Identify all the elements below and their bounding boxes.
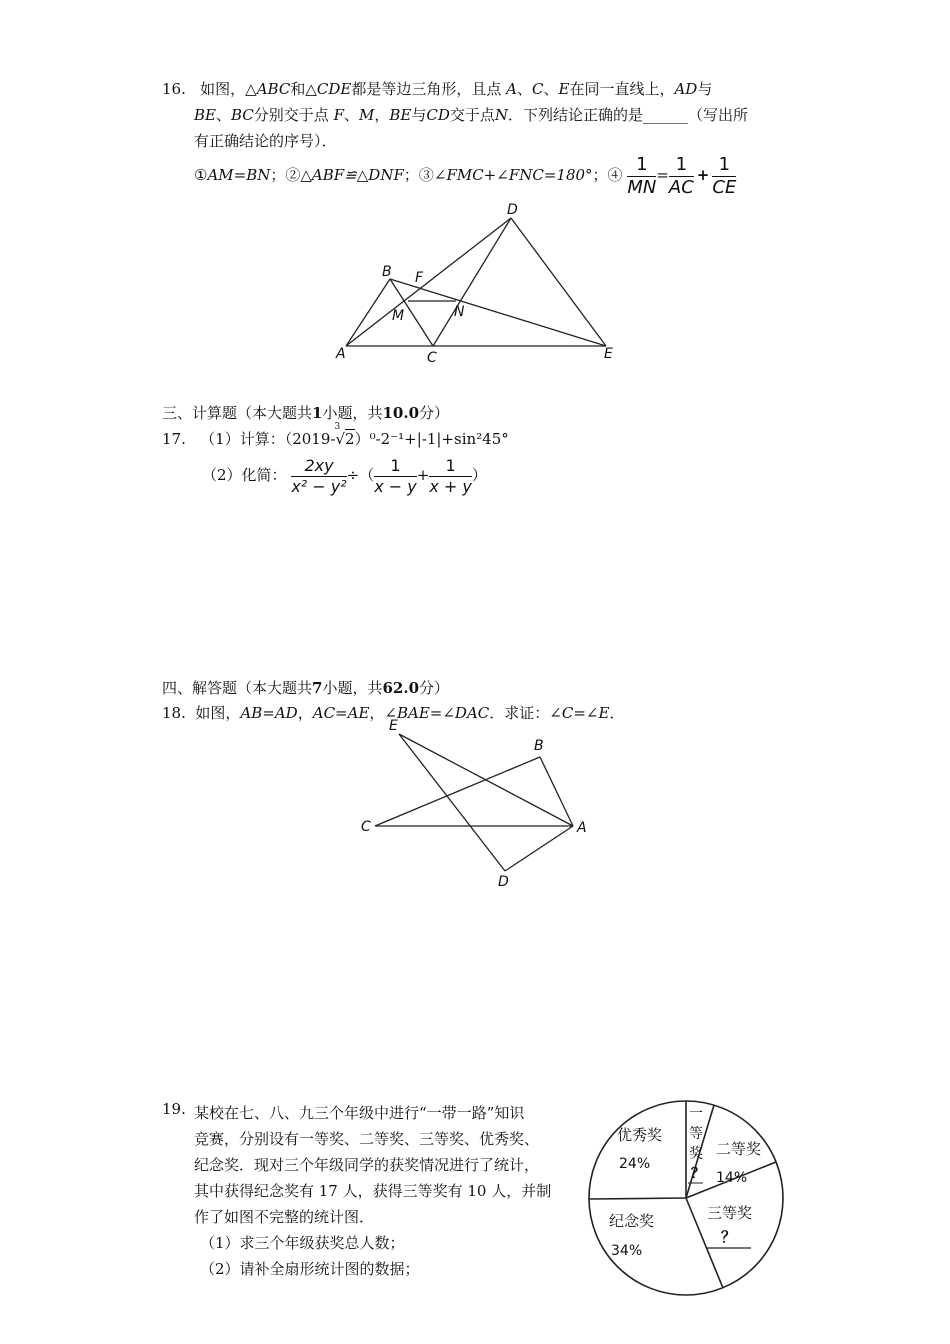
q19-number: 19. (162, 1100, 186, 1118)
slice-label-third: 三等奖 (707, 1204, 753, 1222)
frac-denominator: CE (712, 176, 737, 198)
q19-sub1: （1）求三个年级获奖总人数； (200, 1234, 405, 1252)
q19-line: 竞赛，分别设有一等奖、二等奖、三等奖、优秀奖、 (194, 1130, 540, 1148)
q19-line: 纪念奖．现对三个年级同学的获奖情况进行了统计， (194, 1156, 540, 1174)
slice-value-excellent: 24% (619, 1156, 651, 1172)
frac-denominator: AC (668, 176, 694, 198)
q16-text: 和△ (290, 80, 317, 98)
q16-be: BE (194, 106, 216, 124)
q18-text-part: ，∠ (369, 704, 397, 722)
q16-text: ， (374, 106, 390, 124)
label-c: C (427, 350, 437, 366)
q17-part1-label: （1）计算：（2019- (200, 430, 336, 448)
pie-chart (585, 1098, 790, 1298)
segment-be (390, 279, 606, 346)
q16-frac-ac (669, 154, 694, 199)
segment-ed (399, 734, 505, 871)
q17-div: ÷（ (346, 466, 375, 484)
label-m: M (392, 308, 405, 324)
q18-condition-1: AB=AD (240, 704, 298, 722)
q16-number: 16. (162, 80, 186, 98)
q19-sub2: （2）请补全扇形统计图的数据； (200, 1260, 420, 1278)
label-b: B (382, 264, 392, 280)
label-a: A (336, 346, 346, 362)
q16-line3: 有正确结论的序号）． (194, 132, 337, 150)
q16-text: 与 (411, 106, 427, 124)
section4-title-text: 四、解答题（本大题共 (162, 679, 313, 697)
q17-part1 (162, 422, 509, 449)
q19-body (194, 1100, 551, 1282)
q16-point-c: C (532, 80, 544, 98)
q16-options (194, 152, 736, 198)
frac-denominator: x² − y² (291, 476, 347, 496)
q16-sep: 、 (516, 80, 532, 98)
q17-number: 17. (162, 430, 186, 448)
segment-ea (399, 734, 573, 826)
frac-numerator: 1 (712, 154, 736, 177)
q19-line: 某校在七、八、九三个年级中进行“一带一路”知识 (194, 1104, 525, 1122)
slice-label-excellent: 优秀奖 (617, 1126, 663, 1144)
q18-text-part: ．求证：∠ (489, 704, 562, 722)
q16-figure (330, 196, 630, 368)
q16-text: 、 (344, 106, 360, 124)
q18-number: 18. (162, 704, 186, 722)
q16-cd: CD (426, 106, 450, 124)
q16-point-e: E (558, 80, 570, 98)
section4-title-text: 小题，共 (322, 679, 383, 697)
q16-opt1: AM=BN (207, 166, 271, 184)
q17-frac-main (291, 456, 346, 497)
slice-label-second: 二等奖 (716, 1140, 762, 1158)
q19-line: 作了如图不完整的统计图． (194, 1208, 375, 1226)
frac-numerator: 1 (374, 456, 417, 477)
q18-condition-2: AC=AE (312, 704, 370, 722)
q16-text: ；②△ (270, 166, 312, 184)
q16-ad: AD (674, 80, 698, 98)
q16-point-f: F (333, 106, 344, 124)
q18-text-part: ． (609, 704, 625, 722)
q17-plus: + (416, 466, 430, 484)
root-body: 2 (345, 430, 355, 448)
slice-value-memorial: 34% (611, 1243, 643, 1259)
segment-ad (346, 218, 511, 346)
q16-point-n: N (494, 106, 509, 124)
frac-numerator: 1 (429, 456, 472, 477)
slice-value-third: ？ (721, 1228, 737, 1246)
label-b: B (534, 738, 544, 754)
section4-title (162, 677, 449, 698)
q16-text: 、 (215, 106, 231, 124)
segment-ab (346, 279, 390, 346)
label-a: A (577, 820, 587, 836)
pie-divider-memorial-excellent (589, 1198, 686, 1199)
label-e: E (389, 718, 398, 734)
section4-score: 62.0 (382, 679, 420, 697)
segment-ba (540, 757, 573, 826)
segment-cd (433, 218, 511, 346)
label-d: D (507, 202, 518, 218)
q18-goal: C=∠E (561, 704, 610, 722)
slice-label-memorial: 纪念奖 (609, 1212, 655, 1230)
q16-opt2: ABF≌△DNF (311, 166, 404, 184)
q17-cube-root: 3 √2 (334, 422, 355, 448)
label-n: N (454, 304, 465, 320)
section4-title-text: 分） (419, 679, 450, 697)
q18-text-part: ， (297, 704, 313, 722)
q16-line2 (194, 104, 748, 125)
label-c: C (361, 819, 371, 835)
q18-text-part: 如图， (195, 704, 241, 722)
q16-text: 如图，△ (200, 80, 257, 98)
slice-value-first: ？ (691, 1166, 705, 1182)
q16-plus: + (696, 166, 710, 184)
section3-title-text: 三、计算题（本大题共 (162, 404, 313, 422)
q16-sep: 、 (543, 80, 559, 98)
frac-denominator: x − y (374, 476, 417, 496)
slice-label-first-3: 奖 (689, 1146, 703, 1162)
q16-opt1-mark: ① (194, 166, 208, 184)
q17-part2 (202, 452, 487, 498)
section4-count: 7 (312, 679, 323, 697)
q18-condition-3: BAE=∠DAC (396, 704, 490, 722)
root-index: 3 (334, 422, 341, 432)
q16-text: 分别交于点 (253, 106, 329, 124)
q16-be: BE (389, 106, 412, 124)
segment-cb (375, 757, 540, 826)
q17-part2-label: （2）化简： (202, 466, 287, 484)
section3-title-text: 小题，共 (322, 404, 383, 422)
q16-cde: CDE (316, 80, 352, 98)
label-f: F (415, 270, 424, 286)
q16-point-a: A (506, 80, 517, 98)
q16-text: ；③∠ (403, 166, 447, 184)
q16-point-m: M (359, 106, 375, 124)
frac-denominator: x + y (429, 476, 472, 496)
q16-opt3: FMC+∠FNC=180° (446, 166, 593, 184)
slice-label-first-1: 一 (689, 1106, 703, 1122)
q19-line: 其中获得纪念奖有 17 人，获得三等奖有 10 人，并制 (194, 1182, 552, 1200)
slice-value-second: 14% (716, 1170, 748, 1186)
slice-label-first-2: 等 (689, 1126, 703, 1142)
q16-line1 (162, 78, 712, 99)
segment-de (511, 218, 606, 346)
section3-score: 10.0 (382, 404, 420, 422)
q16-text: 都是等边三角形，且点 (351, 80, 502, 98)
q16-abc: ABC (256, 80, 291, 98)
q17-part1-rest: ）⁰-2⁻¹+|-1|+sin²45° (354, 430, 509, 448)
frac-numerator: 1 (669, 154, 694, 177)
q18-figure (355, 716, 595, 892)
q16-text: 在同一直线上， (569, 80, 675, 98)
q16-text: 与 (697, 80, 713, 98)
q16-bc: BC (231, 106, 254, 124)
q16-text: ．下列结论正确的是______（写出所 (508, 106, 749, 124)
frac-denominator: MN (627, 176, 657, 198)
q17-frac-plus (429, 456, 472, 497)
q17-frac-minus (374, 456, 417, 497)
q16-eq: = (656, 166, 669, 184)
q16-frac-ce (712, 154, 736, 199)
label-d: D (498, 874, 509, 890)
frac-numerator: 2xy (291, 456, 346, 477)
section3-title-text: 分） (419, 404, 450, 422)
segment-da (505, 826, 573, 871)
frac-numerator: 1 (627, 154, 656, 177)
section3-title (162, 402, 449, 423)
label-e: E (604, 346, 613, 362)
q16-frac-mn (627, 154, 656, 199)
q16-text: ；④ (592, 166, 623, 184)
q17-close: ） (471, 466, 487, 484)
q16-text: 交于点 (449, 106, 495, 124)
section3-count: 1 (312, 404, 323, 422)
